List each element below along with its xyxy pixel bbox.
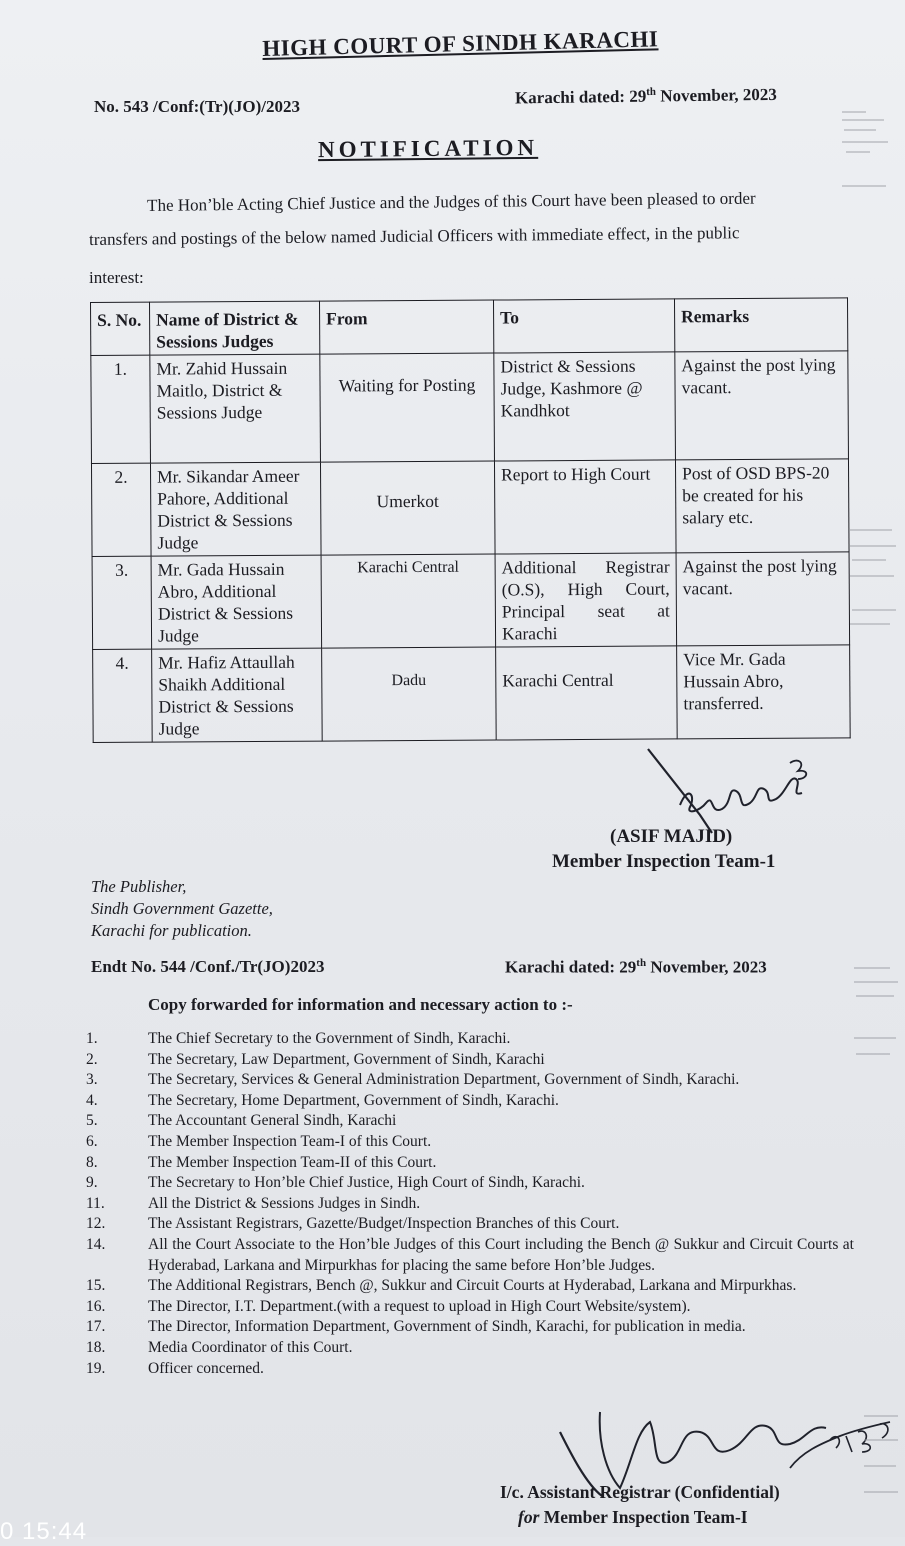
cell-from: Dadu (322, 647, 497, 741)
recipient-list (86, 1029, 854, 1379)
table-row (93, 645, 851, 743)
cell-name: Mr. Hafiz Attaullah Shaikh Additional District & Sessions Judge (152, 648, 323, 742)
cell-remarks: Post of OSD BPS-20 be created for his salary etc. (675, 459, 849, 553)
list-item: 5. The Accountant General Sindh, Karachi (86, 1112, 397, 1130)
cell-remarks: Against the post lying vacant. (675, 351, 849, 460)
cell-to: Additional Registrar (O.S), High Court, Principal seat at Karachi (495, 553, 677, 647)
header-remarks: Remarks (674, 298, 847, 352)
list-item: 4. The Secretary, Home Department, Government of Sindh, Karachi. (86, 1091, 559, 1109)
list-item: 19. Officer concerned. (86, 1359, 264, 1377)
cell-remarks: Vice Mr. Gada Hussain Abro, transferred. (677, 645, 851, 739)
header-name: Name of District & Sessions Judges (150, 301, 320, 355)
cell-name: Mr. Sikandar Ameer Pahore, Additional District & Sessions Judge (150, 462, 321, 556)
bleed-through-marks (836, 100, 896, 210)
list-item: 6. The Member Inspection Team-I of this Court. (86, 1132, 432, 1150)
publisher-line-2: Sindh Government Gazette, (91, 899, 273, 918)
cell-name: Mr. Gada Hussain Abro, Additional District & Sessions Judge (151, 555, 322, 649)
bleed-through-marks (850, 960, 902, 1070)
table-header-row (91, 298, 848, 356)
list-item: 12. The Assistant Registrars, Gazette/Budget/Inspection Branches of this Court. (86, 1215, 620, 1233)
list-item: 18. Media Coordinator of this Court. (86, 1338, 353, 1356)
court-title: HIGH COURT OF SINDH KARACHI (262, 26, 659, 61)
intro-line-1: The Hon’ble Acting Chief Justice and the Judges of this Court have been pleased to order (147, 188, 756, 215)
cell-to: Report to High Court (494, 460, 676, 554)
signatory-2-title: I/c. Assistant Registrar (Confidential) (500, 1482, 780, 1502)
table-row (92, 552, 850, 650)
intro-line-3: interest: (89, 268, 144, 287)
publisher-line-3: Karachi for publication. (91, 921, 252, 940)
cell-remarks: Against the post lying vacant. (676, 552, 850, 646)
signatory-1-name: (ASIF MAJID) (610, 826, 733, 847)
list-item: 17. The Director, Information Department, Government of Sindh, Karachi, for publication in media. (86, 1318, 746, 1336)
endorsement-number: Endt No. 544 /Conf./Tr(JO)2023 (91, 957, 325, 976)
publisher-line-1: The Publisher, (91, 877, 187, 896)
transfer-table (90, 297, 851, 743)
header-to: To (493, 299, 674, 353)
list-item: 11. All the District & Sessions Judges in Sindh. (86, 1194, 421, 1212)
cell-sno: 3. (92, 556, 152, 649)
signatory-2-for-line: for Member Inspection Team-I (518, 1507, 748, 1527)
list-item: 3. The Secretary, Services & General Administration Department, Government of Sindh, Karachi. (86, 1071, 740, 1089)
bleed-through-marks (860, 1396, 902, 1506)
cell-from: Karachi Central (321, 554, 496, 648)
cell-sno: 4. (93, 649, 153, 742)
time-overlay: 0 15:44 (0, 1518, 88, 1545)
list-item: 16. The Director, I.T. Department.(with a request to upload in High Court Website/system). (86, 1297, 691, 1315)
cell-to: Karachi Central (496, 646, 678, 740)
cell-from: Waiting for Posting (320, 353, 495, 462)
notification-date: Karachi dated: 29th November, 2023 (514, 84, 777, 108)
cell-sno: 1. (91, 355, 151, 463)
list-item: 1. The Chief Secretary to the Government of Sindh, Karachi. (86, 1030, 511, 1047)
list-item: 14. All the Court Associate to the Hon’ble Judges of this Court including the Bench @ Sukkur and Circuit Courts at Hyderabad, Larkana and Mirpurkhas for placing the same before Hon’ble Judges. (86, 1235, 854, 1274)
list-item: 9. The Secretary to Hon’ble Chief Justice, High Court of Sindh, Karachi. (86, 1174, 585, 1192)
bleed-through-marks (846, 520, 902, 640)
copy-forwarded-line: Copy forwarded for information and necessary action to :- (148, 995, 573, 1014)
header-from: From (319, 300, 493, 354)
cell-sno: 2. (91, 463, 151, 556)
list-item: 2. The Secretary, Law Department, Government of Sindh, Karachi (86, 1050, 545, 1068)
notification-heading: NOTIFICATION (317, 134, 539, 163)
list-item: 8. The Member Inspection Team-II of this Court. (86, 1153, 437, 1171)
header-sno: S. No. (91, 302, 150, 355)
cell-name: Mr. Zahid Hussain Maitlo, District & Sessions Judge (150, 354, 321, 463)
list-item: 15. The Additional Registrars, Bench @, Sukkur and Circuit Courts at Hyderabad, Larkana and Mirpurkhas. (86, 1277, 797, 1295)
cell-from: Umerkot (320, 461, 495, 555)
table-row (91, 351, 849, 464)
table-row (91, 459, 849, 557)
cell-to: District & Sessions Judge, Kashmore @ Kandhkot (494, 352, 676, 461)
endorsement-date: Karachi dated: 29th November, 2023 (505, 957, 767, 977)
intro-line-2: transfers and postings of the below named Judicial Officers with immediate effect, in the public (89, 223, 740, 249)
reference-number: No. 543 /Conf:(Tr)(JO)/2023 (94, 97, 301, 116)
signatory-1-title: Member Inspection Team-1 (552, 851, 776, 872)
